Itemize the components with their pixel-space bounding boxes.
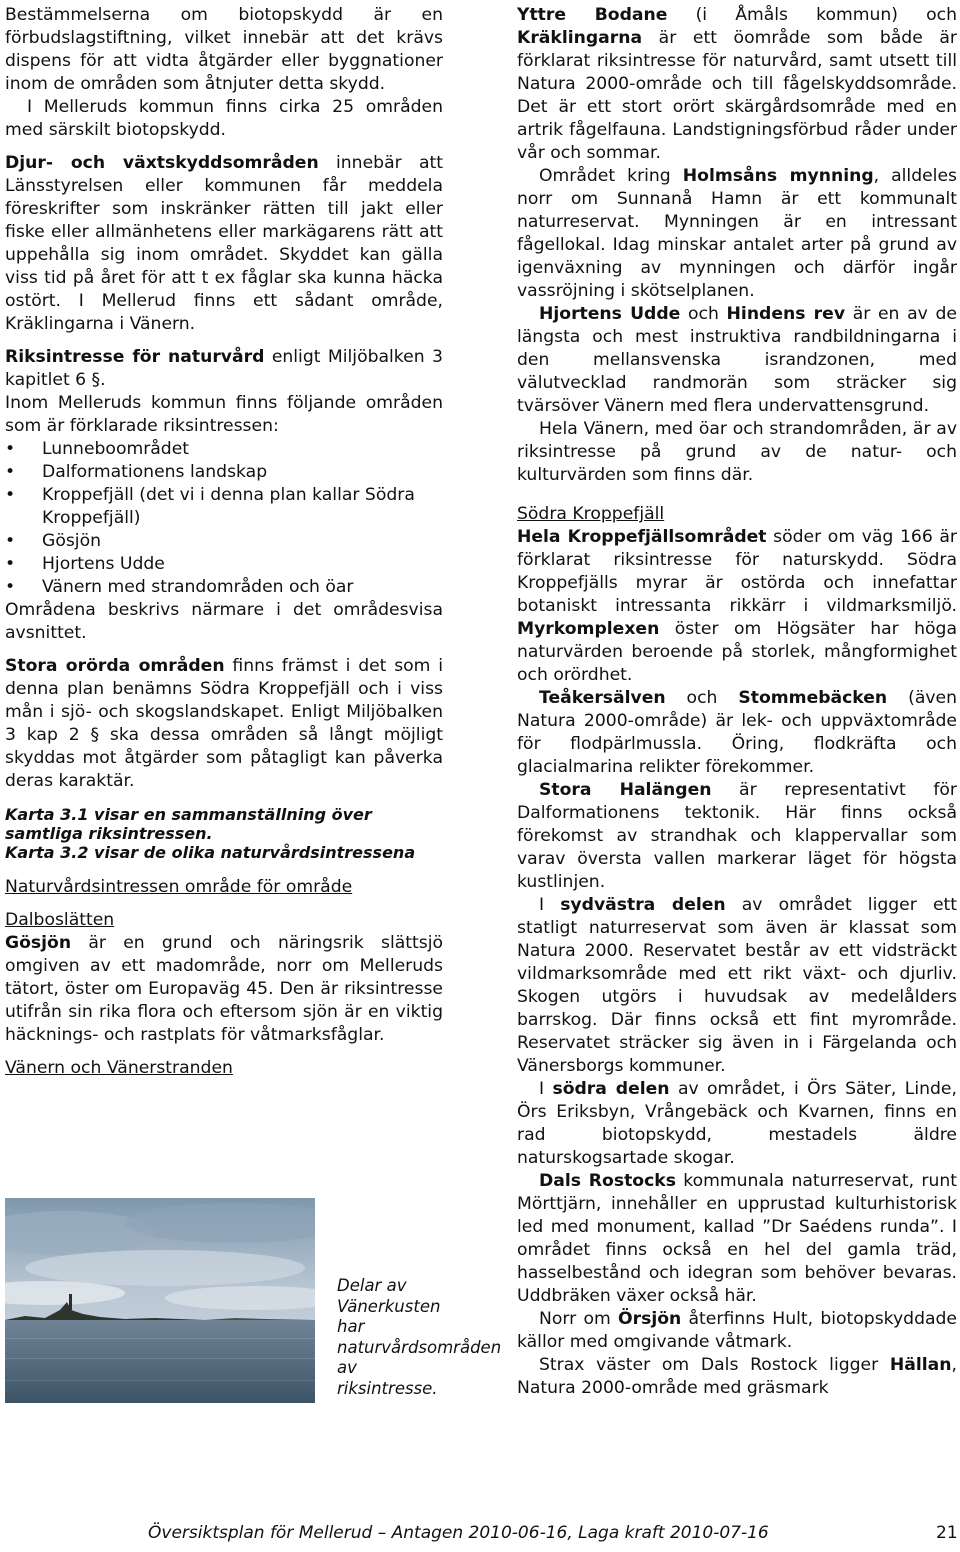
paragraph-gosjon: Gösjön är en grund och näringsrik slättsjö omgiven av ett madområde, norr om Melleruds tätort, öster om Europaväg 45. Den är riksintresse utifrån sin rika flora och eftersom sjön är en viktig häcknings- och rastplats för våtmarksfåglar. [5,933,443,1045]
paragraph-biotopskydd: Bestämmelserna om biotopskydd är en förbudslagstiftning, vilket innebär att det krävs dispens för att vidta åtgärder eller byggnationer inom de områden som åtnjuter detta skydd. [5,5,443,94]
list-item: • Dalformationens landskap [5,461,443,484]
paragraph-hela-vanern: Hela Vänern, med öar och strandområden, är av riksintresse på grund av de natur- och kulturvärden som finns där. [517,419,957,485]
list-item: • Kroppefjäll (det vi i denna plan kallar Södra Kroppefjäll) [5,484,443,530]
paragraph-riksintresse: Riksintresse för naturvård enligt Miljöbalken 3 kapitlet 6 §. [5,347,443,390]
vanern-coast-photo [5,1198,315,1403]
heading-vanern: Vänern och Vänerstranden [5,1058,233,1078]
paragraph-hallan: Strax väster om Dals Rostock ligger Hällan, Natura 2000-område med gräsmark [517,1355,957,1398]
karta-references [5,805,443,862]
term-djur-vaxtskydd: Djur- och växtskyddsområden [5,153,319,173]
heading-dalboslatten: Dalboslätten [5,910,115,930]
paragraph-sydvastra-delen: I sydvästra delen av området ligger ett statligt naturreservat som även är klassat som Natura 2000. Reservatet består av ett vidsträckt vildmarksområde med ett rikt växt- och djurliv. Skogen utgörs i huvudsak av medelålders barrskog. Där finns också ett fint myrområde. Reservatet sträcker sig även in i Färgelanda och Vänersborgs kommuner. [517,895,957,1076]
lake-landscape-image [5,1198,315,1403]
riksintresse-list [5,438,443,599]
term-stora-ororda: Stora orörda områden [5,656,225,676]
paragraph-hjortens-udde: Hjortens Udde och Hindens rev är en av de längsta och mest instruktiva randbildningarna i den mellansvenska israndzonen, med välutvecklad randmorän som sträcker sig tvärsöver Vänern med flera undervattensgrund. [517,304,957,416]
term-riksintresse: Riksintresse för naturvård [5,347,265,367]
paragraph-dals-rostock: Dals Rostocks kommunala naturreservat, runt Mörttjärn, innehåller en upprustad kulturhistorisk led med monument, kallad ”Dr Saédens runda”. I området finns också en hel del gamla träd, hasselbestånd och idegran som behöver bevaras. Uddbräken växer också här. [517,1171,957,1306]
paragraph-orsjon: Norr om Örsjön återfinns Hult, biotopskyddade källor med omgivande våtmark. [517,1309,957,1352]
list-item: • Gösjön [5,530,443,553]
list-item: • Lunneboområdet [5,438,443,461]
karta-3-1: Karta 3.1 visar en sammanställning över samtliga riksintressen. [5,805,372,843]
left-column [5,4,443,1080]
heading-naturvardsintressen: Naturvårdsintressen område för område [5,877,353,897]
term-gosjon: Gösjön [5,933,72,953]
list-item: • Vänern med strandområden och öar [5,576,443,599]
paragraph-djur-vaxtskydd: Djur- och växtskyddsområden innebär att Länsstyrelsen eller kommunen får meddela föreskrifter som inskränker rätten till jakt eller fiske eller allmänhetens eller markägarens rätt att uppehålla sig inom området. Skyddet kan gälla viss tid på året för att t ex fåglar ska kunna häcka ostört. I Mellerud finns ett sådant område, Kräklingarna i Vänern. [5,153,443,334]
page-number: 21 [936,1523,958,1543]
right-column [517,4,957,1400]
list-item: • Hjortens Udde [5,553,443,576]
paragraph-biotopskydd-count: I Melleruds kommun finns cirka 25 områden med särskilt biotopskydd. [5,97,443,140]
photo-caption: Delar av Vänerkusten har naturvårdsområden av riksintresse. [337,1276,502,1398]
paragraph-stora-ororda: Stora orörda områden finns främst i det som i denna plan benämns Södra Kroppefjäll och i viss mån i sjö- och skogslandskapet. Enligt Miljöbalken 3 kap 2 § ska dessa områden så långt möjligt skyddas mot åtgärder som påtagligt kan påverka deras karaktär. [5,656,444,791]
paragraph-omradena: Områdena beskrivs närmare i det områdesvisa avsnittet. [5,600,443,643]
paragraph-kroppefjall: Hela Kroppefjällsområdet söder om väg 166 är förklarat riksintresse för naturskydd. Södra Kroppefjälls myrar är ostörda och innefattar botaniskt intressanta rikkärr i vildmarksmiljö. Myrkomplexen öster om Högsäter har höga naturvärden beroende på storlek, mångformighet och orördhet. [517,527,957,685]
paragraph-riksintresse-intro: Inom Melleruds kommun finns följande områden som är förklarade riksintressen: [5,393,443,436]
paragraph-sodra-delen: I södra delen av området, i Örs Säter, Linde, Örs Eriksbyn, Vrångebäck och Kvarnen, finns en rad biotopskydd, mestadels äldre naturskogsartade skogar. [517,1079,957,1168]
paragraph-holmsans-mynning: Området kring Holmsåns mynning, alldeles norr om Sunnanå Hamn är ett kommunalt naturreservat. Mynningen är en intressant fågellokal. Idag minskar antalet arter på grund av igenväxning av mynningen och därför ingår vassröjning i skötselplanen. [517,166,957,301]
paragraph-stora-halangen: Stora Halängen är representativt för Dalformationens tektonik. Här finns också förekomst av strandhak och klappervallar som varav översta vallen markerar läget för högsta kustlinjen. [517,780,957,892]
paragraph-yttre-bodane: Yttre Bodane (i Åmåls kommun) och Kräklingarna är ett öområde som både är förklarat riksintresse för naturvård, samt utsett till Natura 2000-område och till fågelskyddsområde. Det är ett stort orört skärgårdsområde med en artrik fågelfauna. Landstigningsförbud råder under vår och sommar. [517,5,957,163]
page-footer: Översiktsplan för Mellerud – Antagen 2010-06-16, Laga kraft 2010-07-16 [148,1523,769,1543]
karta-3-2: Karta 3.2 visar de olika naturvårdsintressena [5,843,416,862]
paragraph-teakersalven: Teåkersälven och Stommebäcken (även Natura 2000-område) är lek- och uppväxtområde för flodpärlmussla. Öring, flodkräfta och glacialmarina relikter förekommer. [517,688,957,777]
heading-sodra-kroppefjall: Södra Kroppefjäll [517,504,665,524]
